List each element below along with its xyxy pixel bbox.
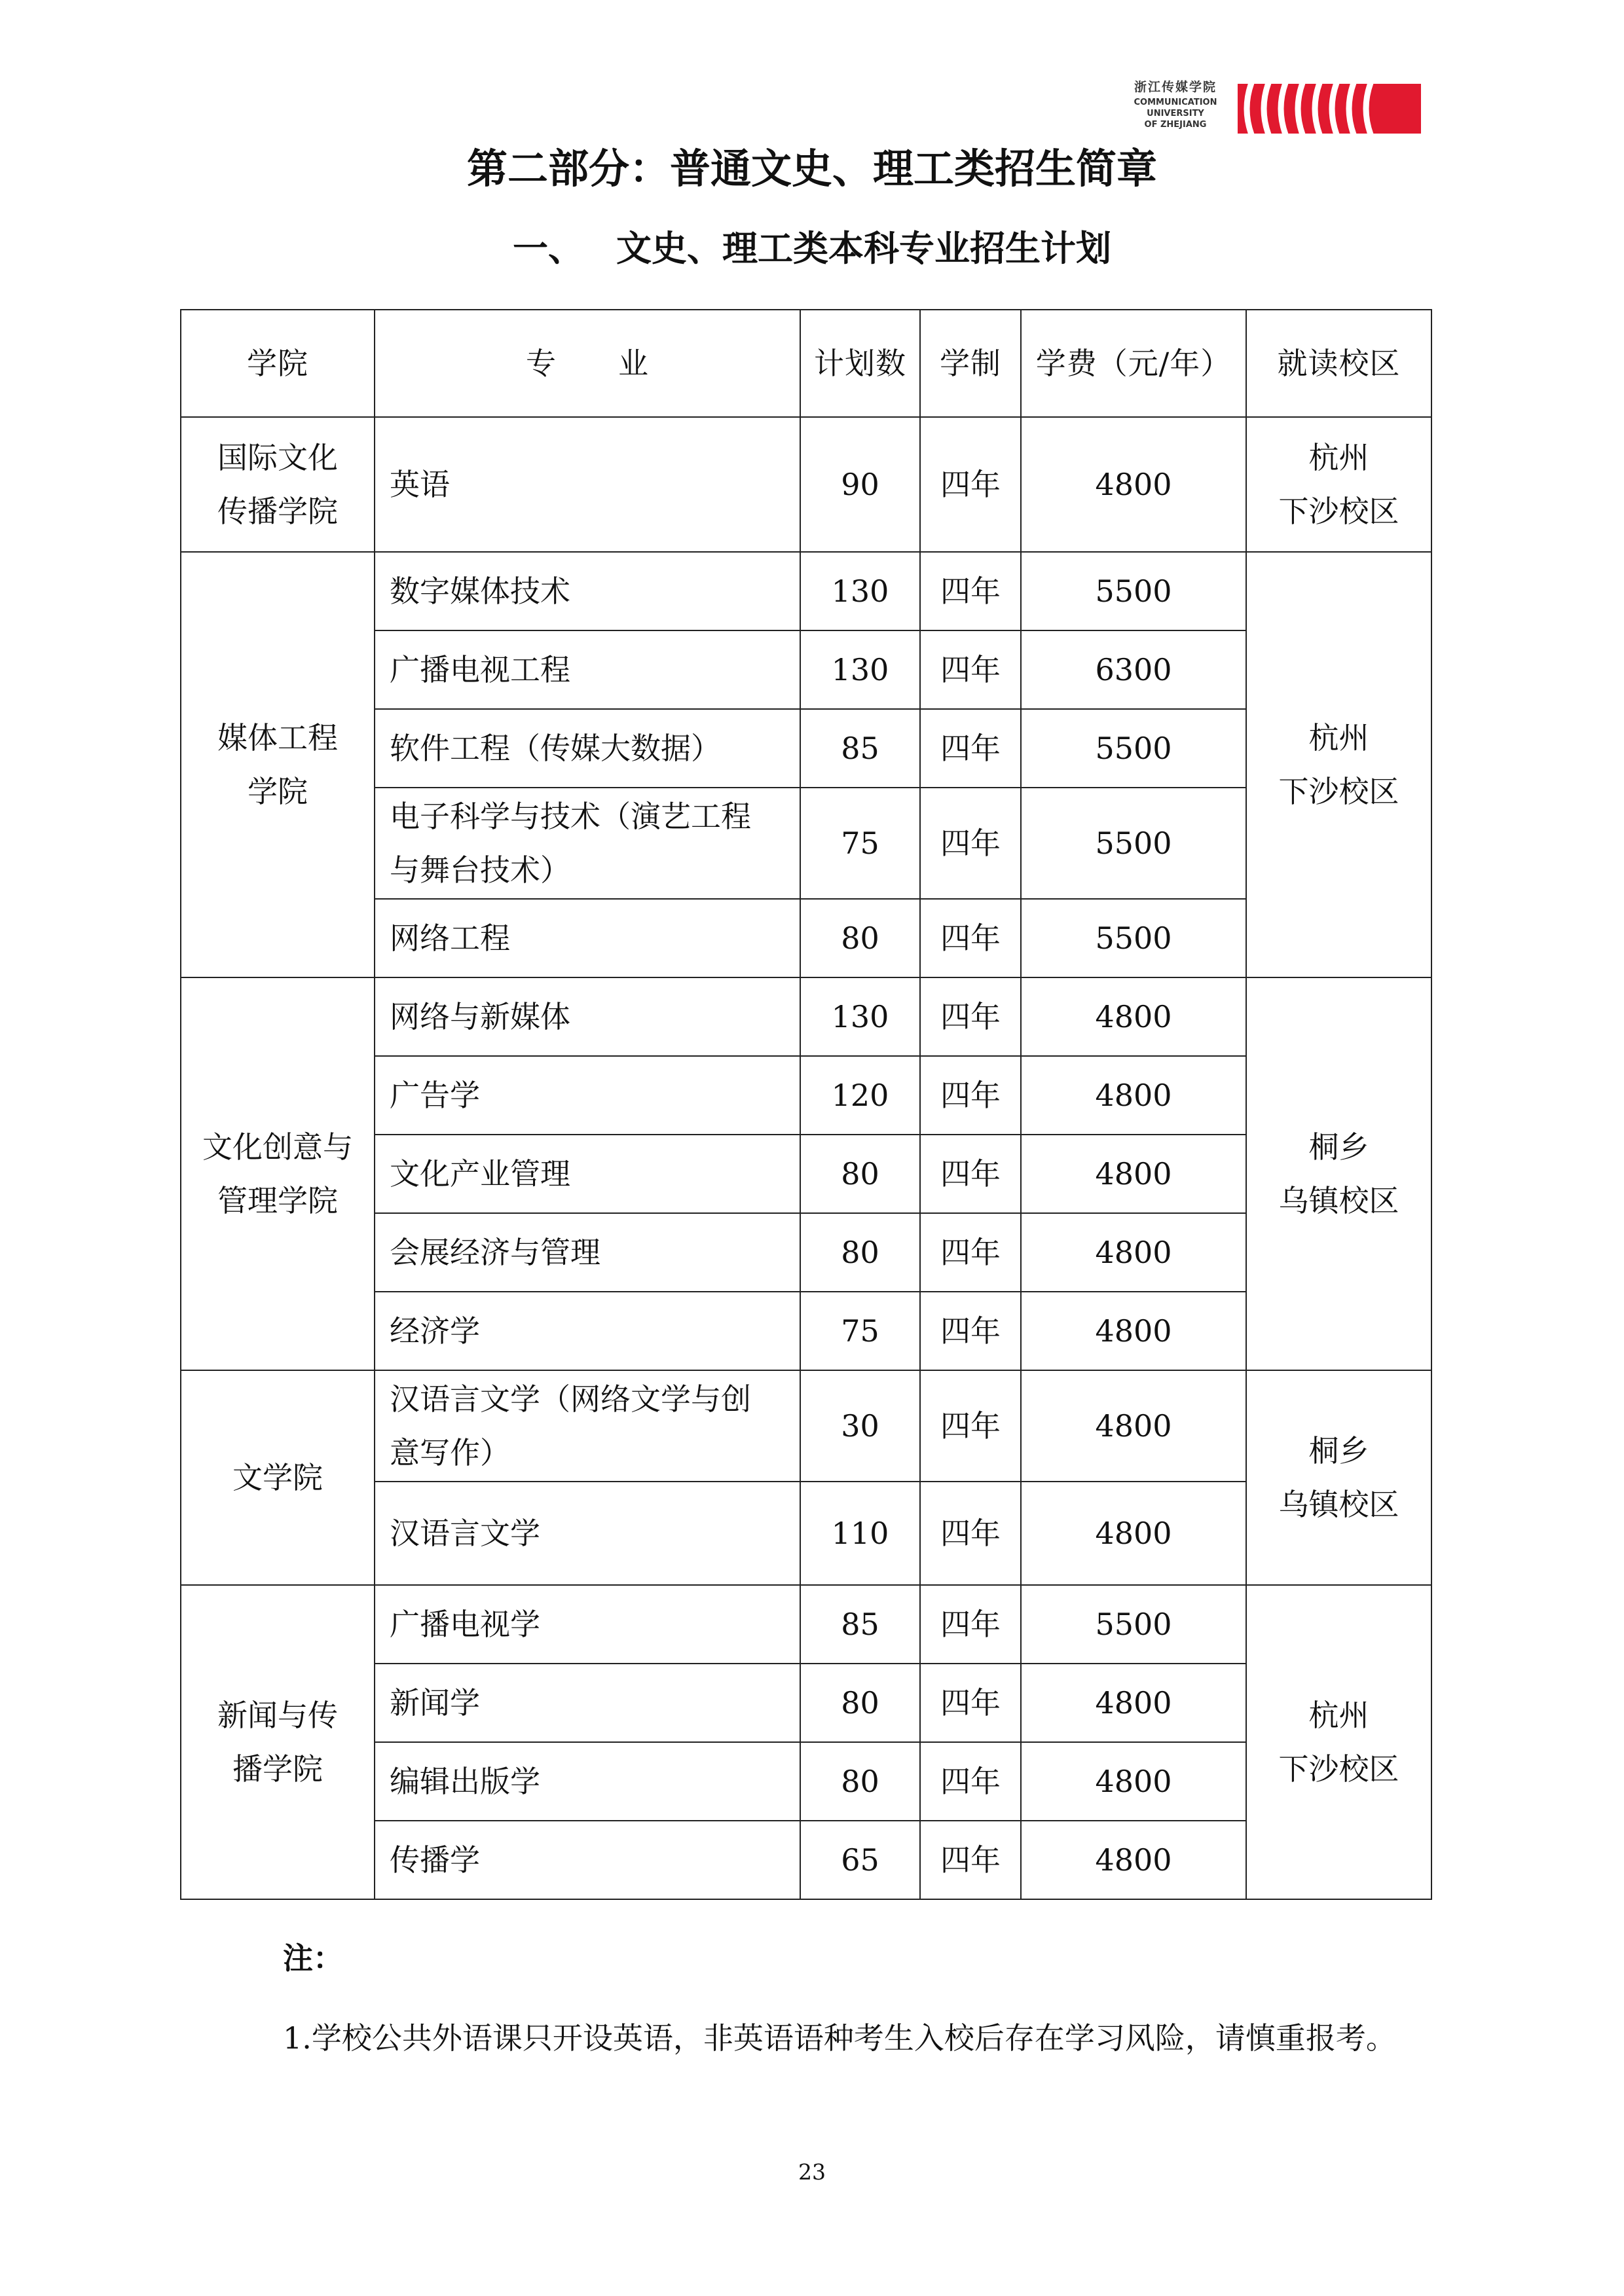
plan-cell: 120 [800, 1056, 920, 1135]
table-header-row [181, 310, 1431, 417]
fee-cell: 4800 [1021, 1213, 1246, 1292]
major-cell: 汉语言文学 [375, 1482, 800, 1585]
fee-cell: 4800 [1021, 1821, 1246, 1899]
duration-cell: 四年 [920, 1370, 1021, 1482]
major-cell: 网络与新媒体 [375, 977, 800, 1056]
plan-cell: 80 [800, 899, 920, 977]
section-subtitle [0, 226, 1624, 272]
college-cell: 文化创意与 管理学院 [181, 977, 375, 1370]
duration-cell: 四年 [920, 552, 1021, 630]
table-row [181, 552, 1431, 630]
college-cell: 新闻与传 播学院 [181, 1585, 375, 1899]
college-cell: 国际文化 传播学院 [181, 417, 375, 552]
plan-cell: 75 [800, 1292, 920, 1370]
logo-name-en-1: COMMUNICATION [1134, 98, 1217, 107]
major-cell: 文化产业管理 [375, 1135, 800, 1213]
duration-cell: 四年 [920, 1742, 1021, 1821]
duration-cell: 四年 [920, 1292, 1021, 1370]
duration-cell: 四年 [920, 1664, 1021, 1742]
campus-cell: 桐乡 乌镇校区 [1246, 977, 1431, 1370]
header-duration: 学制 [920, 310, 1021, 417]
major-cell: 汉语言文学（网络文学与创 意写作） [375, 1370, 800, 1482]
fee-cell: 5500 [1021, 552, 1246, 630]
page-title: 第二部分：普通文史、理工类招生简章 [466, 145, 1157, 192]
plan-cell: 80 [800, 1742, 920, 1821]
fee-cell: 4800 [1021, 1056, 1246, 1135]
header-major: 专 业 [375, 310, 800, 417]
duration-cell: 四年 [920, 1821, 1021, 1899]
duration-cell: 四年 [920, 1135, 1021, 1213]
plan-cell: 65 [800, 1821, 920, 1899]
plan-cell: 80 [800, 1135, 920, 1213]
plan-cell: 80 [800, 1664, 920, 1742]
logo-name-en-2: UNIVERSITY [1147, 109, 1204, 118]
major-cell: 广播电视工程 [375, 630, 800, 709]
fee-cell: 6300 [1021, 630, 1246, 709]
college-cell: 文学院 [181, 1370, 375, 1585]
duration-cell: 四年 [920, 709, 1021, 788]
fee-cell: 4800 [1021, 1135, 1246, 1213]
fee-cell: 4800 [1021, 1370, 1246, 1482]
fee-cell: 5500 [1021, 788, 1246, 899]
fee-cell: 4800 [1021, 1482, 1246, 1585]
duration-cell: 四年 [920, 417, 1021, 552]
plan-cell: 130 [800, 977, 920, 1056]
major-cell: 软件工程（传媒大数据） [375, 709, 800, 788]
notes-heading: 注： [283, 1941, 343, 1976]
major-cell: 广告学 [375, 1056, 800, 1135]
duration-cell: 四年 [920, 788, 1021, 899]
logo-name-en-3: OF ZHEJIANG [1144, 120, 1207, 130]
fee-cell: 5500 [1021, 709, 1246, 788]
duration-cell: 四年 [920, 1213, 1021, 1292]
major-cell: 数字媒体技术 [375, 552, 800, 630]
header-college: 学院 [181, 310, 375, 417]
page-number: 23 [798, 2159, 826, 2185]
campus-cell: 杭州 下沙校区 [1246, 552, 1431, 977]
major-cell: 经济学 [375, 1292, 800, 1370]
subtitle-text: 文史、理工类本科专业招生计划 [616, 228, 1111, 269]
fee-cell: 4800 [1021, 1742, 1246, 1821]
major-cell: 英语 [375, 417, 800, 552]
university-logo [1120, 77, 1421, 140]
duration-cell: 四年 [920, 1482, 1021, 1585]
subtitle-number: 一、 [513, 228, 583, 269]
plan-cell: 130 [800, 552, 920, 630]
fee-cell: 4800 [1021, 977, 1246, 1056]
header-campus: 就读校区 [1246, 310, 1431, 417]
duration-cell: 四年 [920, 899, 1021, 977]
college-cell: 媒体工程 学院 [181, 552, 375, 977]
major-cell: 新闻学 [375, 1664, 800, 1742]
plan-cell: 85 [800, 1585, 920, 1664]
plan-cell: 110 [800, 1482, 920, 1585]
logo-wordmark [1120, 77, 1231, 130]
plan-cell: 90 [800, 417, 920, 552]
logo-emblem-icon [1238, 84, 1421, 134]
major-cell: 编辑出版学 [375, 1742, 800, 1821]
duration-cell: 四年 [920, 1585, 1021, 1664]
fee-cell: 4800 [1021, 417, 1246, 552]
plan-cell: 75 [800, 788, 920, 899]
major-cell: 网络工程 [375, 899, 800, 977]
plan-cell: 130 [800, 630, 920, 709]
campus-cell: 杭州 下沙校区 [1246, 417, 1431, 552]
major-cell: 会展经济与管理 [375, 1213, 800, 1292]
table-row [181, 1585, 1431, 1664]
plan-cell: 85 [800, 709, 920, 788]
table-row [181, 417, 1431, 552]
fee-cell: 4800 [1021, 1292, 1246, 1370]
enrollment-plan-table [180, 309, 1432, 1900]
duration-cell: 四年 [920, 1056, 1021, 1135]
table-row [181, 1370, 1431, 1482]
major-cell: 传播学 [375, 1821, 800, 1899]
campus-cell: 杭州 下沙校区 [1246, 1585, 1431, 1899]
plan-cell: 30 [800, 1370, 920, 1482]
duration-cell: 四年 [920, 630, 1021, 709]
fee-cell: 5500 [1021, 899, 1246, 977]
duration-cell: 四年 [920, 977, 1021, 1056]
note-item: 1.学校公共外语课只开设英语，非英语语种考生入校后存在学习风险，请慎重报考。 [283, 2020, 1396, 2056]
header-fee: 学费（元/年） [1021, 310, 1246, 417]
major-cell: 电子科学与技术（演艺工程 与舞台技术） [375, 788, 800, 899]
campus-cell: 桐乡 乌镇校区 [1246, 1370, 1431, 1585]
table-row [181, 977, 1431, 1056]
major-cell: 广播电视学 [375, 1585, 800, 1664]
header-plan: 计划数 [800, 310, 920, 417]
fee-cell: 4800 [1021, 1664, 1246, 1742]
plan-cell: 80 [800, 1213, 920, 1292]
fee-cell: 5500 [1021, 1585, 1246, 1664]
logo-name-cn: 浙江传媒学院 [1134, 80, 1217, 94]
